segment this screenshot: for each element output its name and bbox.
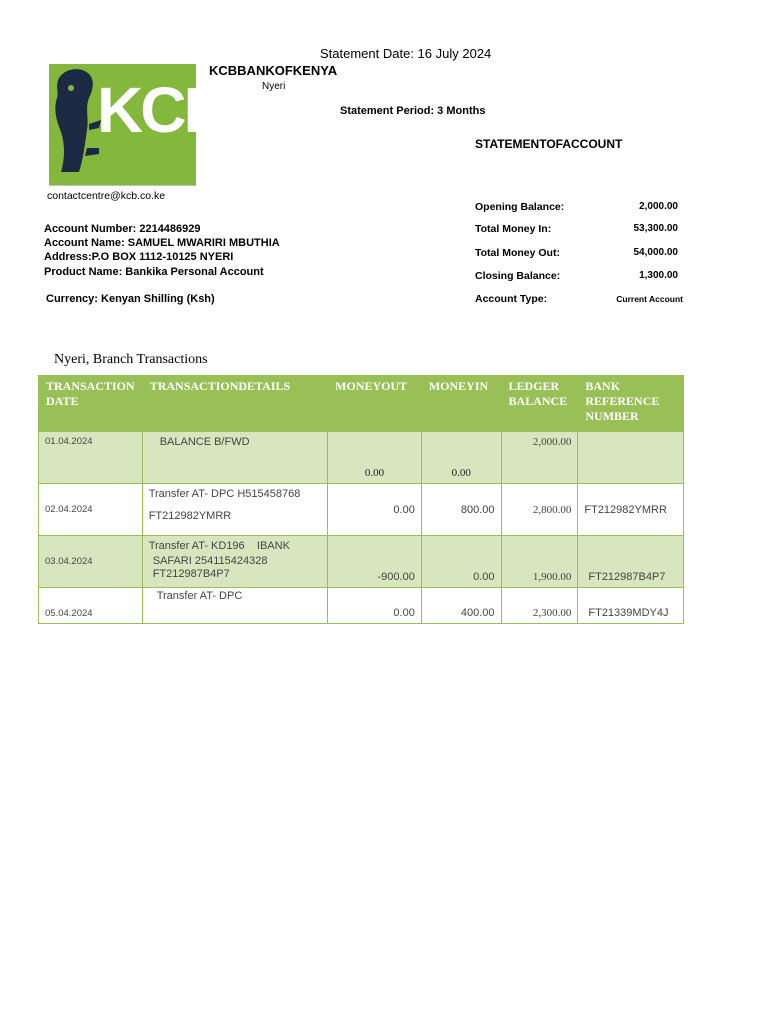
table-row: [39, 588, 684, 624]
closing-balance-value: 1,300.00: [639, 270, 678, 281]
bank-name: KCBBANKOFKENYA: [209, 63, 338, 78]
row-money-in: 0.00: [421, 536, 501, 588]
logo-text: KCB: [97, 74, 227, 146]
account-name: Account Name: SAMUEL MWARIRI MBUTHIA: [44, 237, 280, 249]
row-details-line: SAFARI 254115424328: [152, 555, 268, 567]
table-row: [39, 484, 684, 536]
account-number: Account Number: 2214486929: [44, 223, 201, 235]
row-ledger-balance: 2,300.00: [501, 588, 578, 624]
product-name: Product Name: Bankika Personal Account: [44, 266, 264, 278]
header-transaction-details: TRANSACTIONDETAILS: [142, 376, 327, 432]
row-ledger-balance: 1,900.00: [501, 536, 578, 588]
statement-date: Statement Date: 16 July 2024: [320, 46, 492, 61]
section-title: Nyeri, Branch Transactions: [54, 352, 208, 367]
transactions-table: [38, 375, 684, 624]
row-details-line: Transfer AT- DPC H515458768: [148, 488, 301, 500]
money-in-value: 53,300.00: [633, 223, 678, 234]
row-details: [142, 588, 327, 624]
header-transaction-date: TRANSACTION DATE: [39, 376, 143, 432]
header-bank-reference: BANK REFERENCE NUMBER: [578, 376, 684, 432]
row-details-line: FT212982YMRR: [148, 510, 232, 522]
row-money-out: -900.00: [328, 536, 422, 588]
header-ledger-balance: LEDGER BALANCE: [501, 376, 578, 432]
header-money-in: MONEYIN: [421, 376, 501, 432]
closing-balance-label: Closing Balance:: [475, 270, 561, 282]
table-row: [39, 536, 684, 588]
table-row: [39, 432, 684, 484]
row-reference: [578, 432, 684, 484]
account-type-label: Account Type:: [475, 293, 548, 305]
row-date: 01.04.2024: [39, 432, 143, 484]
opening-balance-value: 2,000.00: [639, 201, 678, 212]
row-details: [142, 536, 327, 588]
row-date: 03.04.2024: [39, 536, 143, 588]
money-out-value: 54,000.00: [633, 247, 678, 258]
row-details: [142, 432, 327, 484]
money-out-label: Total Money Out:: [475, 247, 560, 259]
row-date: 05.04.2024: [39, 588, 143, 624]
header-money-out: MONEYOUT: [328, 376, 422, 432]
row-money-out: 0.00: [328, 588, 422, 624]
currency: Currency: Kenyan Shilling (Ksh): [46, 293, 215, 305]
statement-title: STATEMENTOFACCOUNT: [475, 137, 623, 151]
row-date: 02.04.2024: [39, 484, 143, 536]
row-reference: FT212987B4P7: [578, 536, 684, 588]
row-money-in: 400.00: [421, 588, 501, 624]
table-header-row: [39, 376, 684, 432]
row-reference: FT21339MDY4J: [578, 588, 684, 624]
row-ledger-balance: 2,000.00: [501, 432, 578, 484]
row-ledger-balance: 2,800.00: [501, 484, 578, 536]
kcb-logo: [49, 64, 227, 185]
contact-email[interactable]: contactcentre@kcb.co.ke: [47, 190, 166, 202]
branch-name: Nyeri: [262, 81, 286, 92]
opening-balance-label: Opening Balance:: [475, 201, 565, 213]
account-type-value: Current Account: [616, 294, 683, 304]
row-details-line: FT212987B4P7: [152, 568, 230, 580]
statement-period: Statement Period: 3 Months: [340, 105, 486, 117]
row-money-out: 0.00: [328, 484, 422, 536]
money-in-label: Total Money In:: [475, 223, 552, 235]
row-reference: FT212982YMRR: [578, 484, 684, 536]
row-money-in: 0.00: [421, 432, 501, 484]
row-money-out: 0.00: [328, 432, 422, 484]
row-money-in: 800.00: [421, 484, 501, 536]
row-details-line: BALANCE B/FWD: [159, 436, 250, 448]
account-address: Address:P.O BOX 1112-10125 NYERI: [44, 251, 234, 263]
row-details-line: Transfer AT- KD196 IBANK: [148, 540, 290, 552]
row-details-line: Transfer AT- DPC: [156, 590, 243, 602]
row-details: [142, 484, 327, 536]
